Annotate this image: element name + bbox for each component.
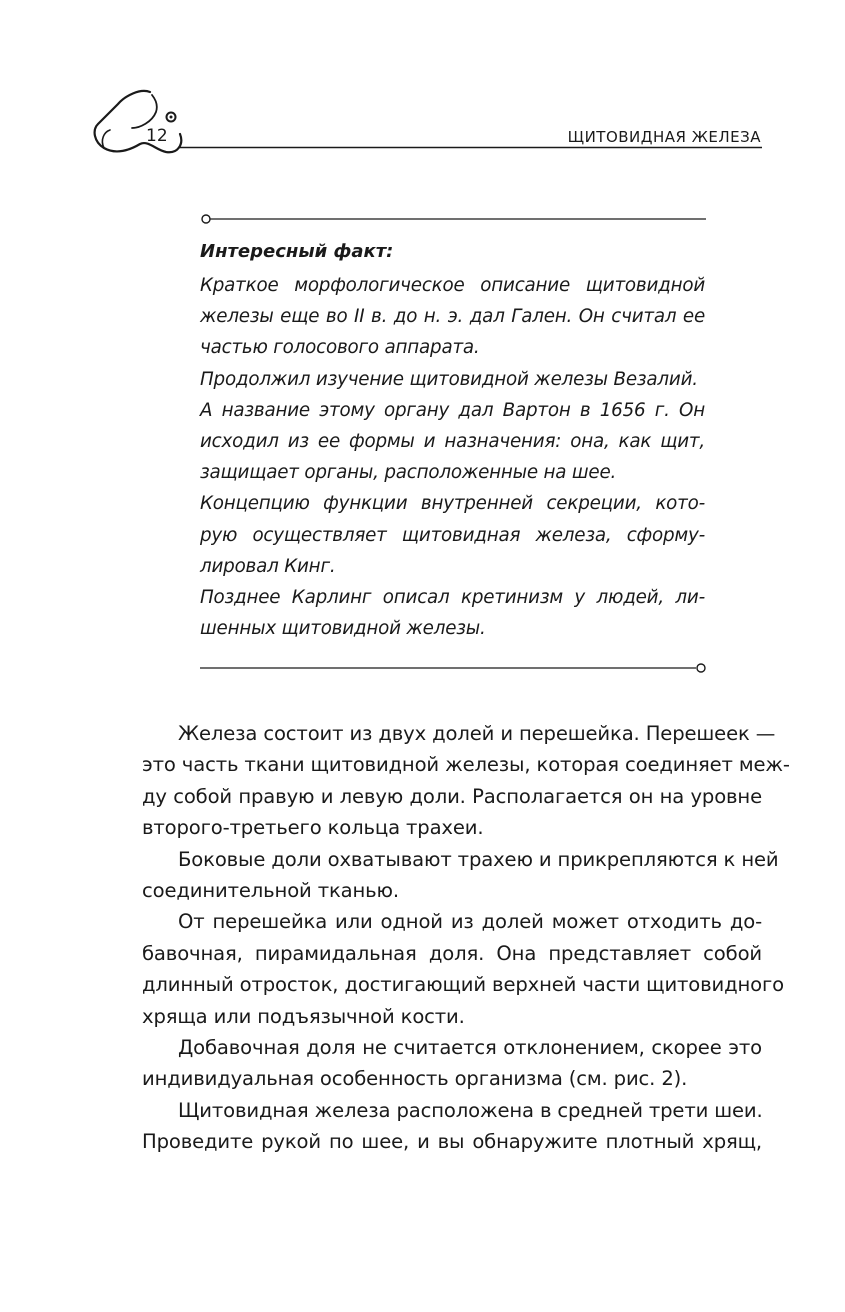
paragraph-line: длинный отросток, достигающий верхней части щитовидного — [142, 973, 784, 997]
fact-top-rule — [200, 212, 710, 226]
paragraph-line: Щитовидная железа расположена в средней трети шеи. — [178, 1098, 763, 1122]
paragraph-line: ду собой правую и левую доли. Располагается он на уровне — [142, 784, 762, 808]
fact-line: защищает органы, расположенные на шее. — [200, 462, 617, 484]
paragraph-line: Добавочная доля не считается отклонением, скорее это — [178, 1035, 762, 1059]
paragraph-line: Боковые доли охватывают трахею и прикрепляются к ней — [178, 847, 779, 871]
page-number: 12 — [146, 126, 168, 146]
page-header — [0, 0, 845, 170]
fact-title: Интересный факт: — [200, 241, 394, 262]
fact-line: Позднее Карлинг описал кретинизм у людей, ли- — [200, 586, 705, 608]
paragraph-line: второго-третьего кольца трахеи. — [142, 816, 484, 840]
fact-line: рую осуществляет щитовидная железа, сформу- — [200, 524, 705, 546]
body-text — [142, 718, 790, 1157]
fact-line: шенных щитовидной железы. — [200, 618, 486, 640]
fact-line: Продолжил изучение щитовидной железы Везалий. — [200, 368, 698, 390]
paragraph-line: бавочная, пирамидальная доля. Она представляет собой — [142, 941, 762, 965]
fact-bottom-rule — [200, 661, 710, 675]
fact-line: железы еще во II в. до н. э. дал Гален. Он считал ее — [200, 306, 705, 328]
running-title: ЩИТОВИДНАЯ ЖЕЛЕЗА — [567, 128, 761, 146]
fact-line: Концепцию функции внутренней секреции, кото- — [200, 493, 705, 515]
paragraph-line: индивидуальная особенность организма (см. рис. 2). — [142, 1067, 688, 1091]
fact-line: исходил из ее формы и назначения: она, как щит, — [200, 430, 705, 452]
fact-line: А название этому органу дал Вартон в 1656 г. Он — [200, 399, 705, 421]
fact-line: Краткое морфологическое описание щитовидной — [200, 275, 705, 296]
fact-line: лировал Кинг. — [200, 555, 336, 577]
paragraph-line: Проведите рукой по шее, и вы обнаружите плотный хрящ, — [142, 1130, 762, 1154]
fact-text — [200, 270, 705, 644]
fact-line: частью голосового аппарата. — [200, 337, 480, 359]
paragraph-line: соединительной тканью. — [142, 878, 399, 902]
paragraph-line: От перешейка или одной из долей может отходить до- — [178, 910, 762, 934]
paragraph-line: Железа состоит из двух долей и перешейка. Перешеек — — [178, 722, 776, 745]
paragraph-line: хряща или подъязычной кости. — [142, 1004, 465, 1028]
paragraph-line: это часть ткани щитовидной железы, которая соединяет меж- — [142, 753, 790, 777]
